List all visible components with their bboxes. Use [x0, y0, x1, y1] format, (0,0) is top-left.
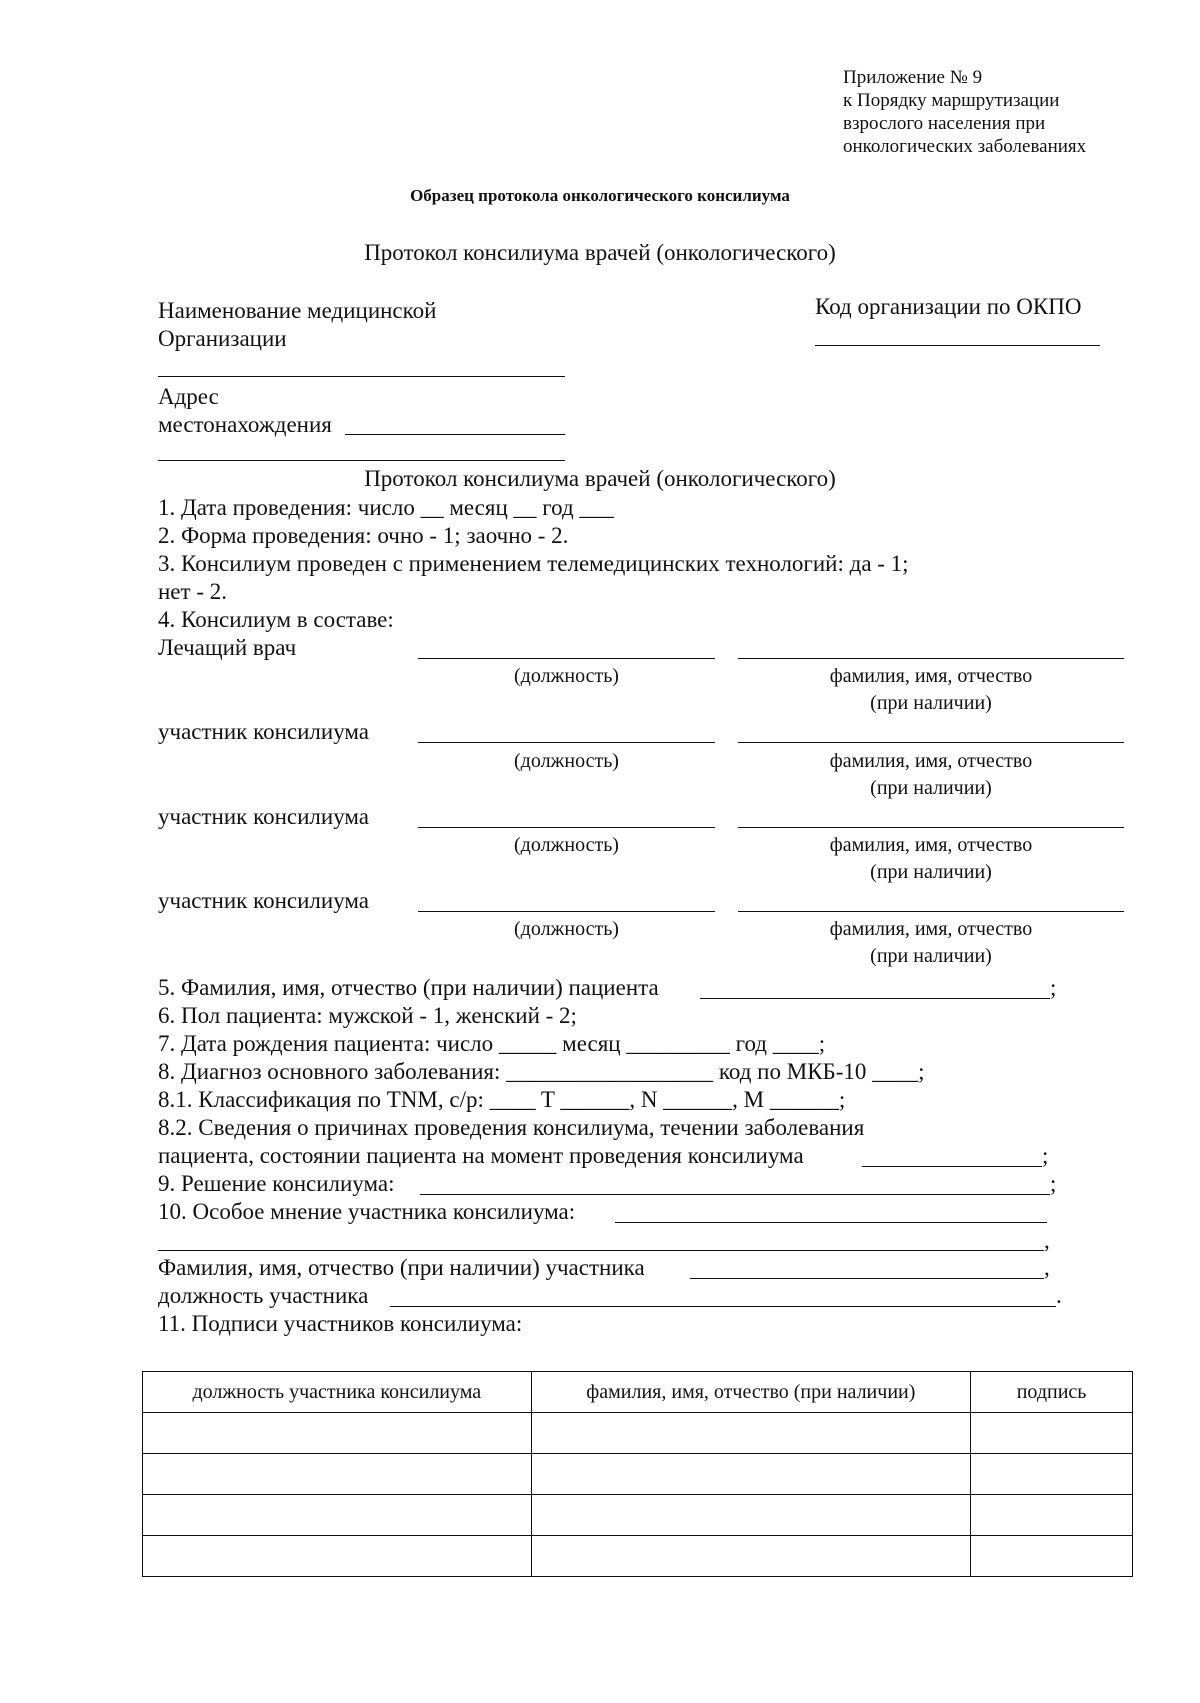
attending-fio-field[interactable] [738, 658, 1124, 659]
participant-label: участник консилиума [158, 888, 369, 913]
annex-block [843, 66, 1086, 158]
semicolon: ; [1050, 975, 1057, 1000]
participant-fio-field-2[interactable] [690, 1278, 1044, 1279]
okpo-field[interactable] [815, 345, 1100, 346]
patient-fio-field[interactable] [700, 998, 1050, 999]
item-7-birth-date: 7. Дата рождения пациента: число _____ месяц _________ год ____; [158, 1031, 826, 1056]
participant-position-label: должность участника [158, 1283, 369, 1308]
fio-caption: фамилия, имя, отчество (при наличии) [829, 834, 1033, 883]
column-header: должность участника консилиума [143, 1372, 532, 1413]
table-row [143, 1536, 1133, 1577]
org-name-label: Наименование медицинской [158, 298, 437, 323]
position-cell[interactable] [143, 1413, 532, 1454]
annex-line: взрослого населения при [843, 113, 1046, 134]
dissent-field[interactable] [615, 1222, 1047, 1223]
org-name-field[interactable] [158, 376, 565, 377]
annex-line: Приложение № 9 [843, 67, 983, 88]
table-row [143, 1413, 1133, 1454]
signature-table [142, 1371, 1133, 1577]
attending-position-field[interactable] [418, 658, 715, 659]
item-5-patient-fio: 5. Фамилия, имя, отчество (при наличии) пациента [158, 975, 659, 1000]
item-2-form: 2. Форма проведения: очно - 1; заочно - 2. [158, 523, 569, 548]
participant-fio-field[interactable] [738, 827, 1124, 828]
position-cell[interactable] [143, 1536, 532, 1577]
participant-position-field[interactable] [418, 911, 715, 912]
fio-caption: фамилия, имя, отчество (при наличии) [829, 750, 1033, 799]
org-name-label-2: Организации [158, 326, 287, 351]
item-4-composition: 4. Консилиум в составе: [158, 607, 394, 632]
table-header-row [143, 1372, 1133, 1413]
fio-caption: фамилия, имя, отчество (при наличии) [829, 665, 1033, 714]
semicolon: ; [1050, 1171, 1057, 1196]
item-1-date: 1. Дата проведения: число __ месяц __ год ___ [158, 495, 614, 520]
attending-label: Лечащий врач [158, 635, 297, 660]
okpo-label: Код организации по ОКПО [815, 294, 1082, 319]
protocol-title: Протокол консилиума врачей (онкологического) [364, 240, 836, 265]
sample-title: Образец протокола онкологического консилиума [410, 186, 790, 205]
period: . [1056, 1283, 1062, 1308]
item-8-1-tnm: 8.1. Классификация по TNM, c/p: ____ T ______, N ______, M ______; [158, 1087, 846, 1112]
position-cell[interactable] [143, 1454, 532, 1495]
dissent-field-2[interactable] [158, 1250, 1044, 1251]
comma: , [1044, 1228, 1050, 1253]
consilium-info-field[interactable] [862, 1166, 1042, 1167]
table-row [143, 1495, 1133, 1536]
participant-label: участник консилиума [158, 804, 369, 829]
signature-cell[interactable] [971, 1413, 1133, 1454]
address-label-2: местонахождения [158, 412, 332, 437]
item-6-sex: 6. Пол пациента: мужской - 1, женский - 2; [158, 1003, 577, 1028]
item-8-2-info: 8.2. Сведения о причинах проведения консилиума, течении заболевания [158, 1115, 865, 1140]
participant-position-field[interactable] [418, 742, 715, 743]
item-11-signatures: 11. Подписи участников консилиума: [158, 1311, 523, 1336]
participant-label: участник консилиума [158, 719, 369, 744]
participant-fio-field[interactable] [738, 742, 1124, 743]
item-10-dissent: 10. Особое мнение участника консилиума: [158, 1199, 576, 1224]
protocol-title-2: Протокол консилиума врачей (онкологического) [364, 466, 836, 491]
address-field-2[interactable] [158, 460, 565, 461]
column-header: подпись [971, 1372, 1133, 1413]
fio-caption: фамилия, имя, отчество (при наличии) [829, 918, 1033, 967]
comma: , [1044, 1255, 1050, 1280]
fio-cell[interactable] [531, 1536, 971, 1577]
item-9-decision: 9. Решение консилиума: [158, 1171, 395, 1196]
position-caption: (должность) [514, 750, 619, 772]
item-8-diagnosis: 8. Диагноз основного заболевания: __________________ код по МКБ-10 ____; [158, 1059, 925, 1084]
position-caption: (должность) [514, 665, 619, 687]
address-label: Адрес [158, 384, 219, 409]
signature-cell[interactable] [971, 1495, 1133, 1536]
table-row [143, 1454, 1133, 1495]
position-caption: (должность) [514, 834, 619, 856]
item-3-telemed: 3. Консилиум проведен с применением телемедицинских технологий: да - 1; [158, 551, 909, 576]
participant-fio-field[interactable] [738, 911, 1124, 912]
position-caption: (должность) [514, 918, 619, 940]
fio-cell[interactable] [531, 1454, 971, 1495]
item-8-2-info-cont: пациента, состоянии пациента на момент проведения консилиума [158, 1143, 804, 1168]
address-field[interactable] [345, 434, 565, 435]
participant-position-field-2[interactable] [390, 1306, 1056, 1307]
signature-cell[interactable] [971, 1536, 1133, 1577]
fio-cell[interactable] [531, 1413, 971, 1454]
annex-line: онкологических заболеваниях [843, 136, 1087, 157]
participant-fio-label: Фамилия, имя, отчество (при наличии) участника [158, 1255, 645, 1280]
column-header: фамилия, имя, отчество (при наличии) [531, 1372, 971, 1413]
item-3-telemed-cont: нет - 2. [158, 579, 227, 604]
semicolon: ; [1042, 1143, 1049, 1168]
signature-cell[interactable] [971, 1454, 1133, 1495]
position-cell[interactable] [143, 1495, 532, 1536]
decision-field[interactable] [420, 1194, 1050, 1195]
participant-position-field[interactable] [418, 827, 715, 828]
annex-line: к Порядку маршрутизации [843, 90, 1060, 111]
fio-cell[interactable] [531, 1495, 971, 1536]
